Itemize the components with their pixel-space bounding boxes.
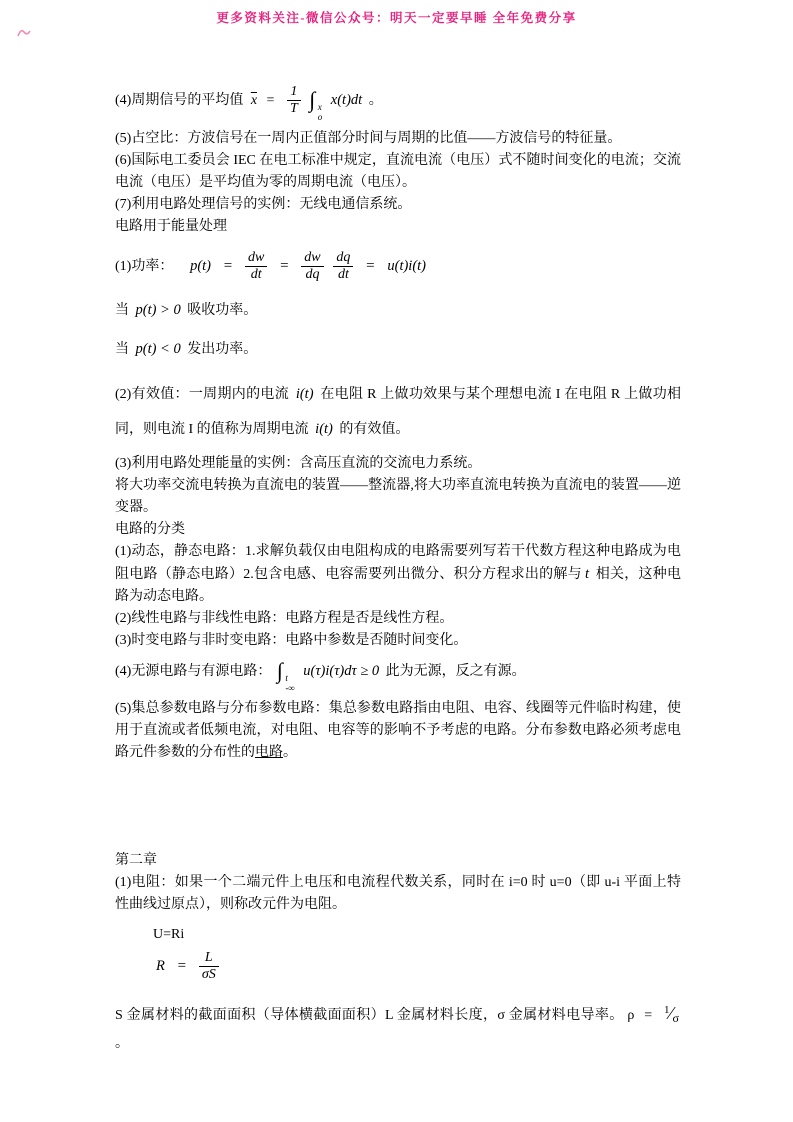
- rms-seg3: 的有效值。: [339, 422, 410, 437]
- paragraph-average-value: [115, 84, 681, 122]
- integral-symbol: [309, 86, 323, 122]
- integral-glyph: ∫: [276, 658, 283, 683]
- absorb-pre: 当: [115, 303, 129, 318]
- fraction-dq-dt: [333, 250, 353, 283]
- absorb-post: 吸收功率。: [187, 303, 258, 318]
- paragraph-passive-active: [115, 657, 681, 693]
- paragraph-converters: 将大功率交流电转换为直流电的装置——整流器,将大功率直流电转换为直流电的装置——逆变器。: [115, 478, 681, 515]
- fraction-dw-dq: [301, 250, 323, 283]
- note-period: 。: [115, 1036, 129, 1052]
- resistance-lhs: R: [156, 958, 165, 975]
- equals-sign: =: [280, 257, 289, 274]
- fraction-numerator: 1: [287, 84, 301, 101]
- fraction-numerator: dq: [333, 250, 353, 267]
- integral-limits: [318, 102, 323, 122]
- equals-sign: =: [177, 958, 187, 975]
- rms-it-2: i(t): [315, 421, 333, 437]
- integral-glyph: ∫: [309, 86, 316, 112]
- paragraph-resistor-definition: (1)电阻：如果一个二端元件上电压和电流程代数关系，同时在 i=0 时 u=0（即 u-i 平面上特性曲线过原点），则称改元件为电阻。: [115, 875, 681, 912]
- fraction-denominator: σ: [672, 1011, 680, 1026]
- c1-variable-t: t: [584, 566, 589, 582]
- power-lhs: p(t): [190, 257, 212, 274]
- paragraph-time-varying: (3)时变电路与非时变电路：电路中参数是否随时间变化。: [115, 633, 468, 648]
- integral-lower-limit: -∞: [285, 683, 295, 693]
- fraction-dw-dt: [245, 250, 267, 283]
- fraction-slash: ⁄: [669, 1003, 673, 1024]
- paragraph-energy-example: (3)利用电路处理能量的实例：含高压直流的交流电力系统。: [115, 456, 482, 471]
- heading-energy-processing: 电路用于能量处理: [115, 218, 227, 234]
- emit-post: 发出功率。: [187, 342, 258, 357]
- power-label: (1)功率：: [115, 258, 174, 274]
- emit-pre: 当: [115, 342, 129, 357]
- absorb-condition: p(t) > 0: [135, 302, 181, 318]
- formula-power: [115, 250, 681, 283]
- fraction-1-over-sigma: [664, 997, 679, 1031]
- paragraph-rms-value: [115, 377, 681, 447]
- fraction-denominator: dq: [305, 266, 320, 282]
- note-text: S 金属材料的截面面积（导体横截面面积）L 金属材料长度，σ 金属材料电导率。: [115, 1008, 624, 1024]
- c5-seg2: 。: [283, 745, 297, 760]
- watermark-header: [0, 8, 793, 26]
- integral-limits: [285, 673, 294, 693]
- paragraph-duty-cycle: (5)占空比：方波信号在一周内正值部分时间与周期的比值——方波信号的特征量。: [115, 130, 622, 146]
- rho-symbol: ρ: [627, 1008, 635, 1024]
- p4-period: 。: [368, 92, 383, 108]
- fraction-denominator: dt: [337, 266, 349, 282]
- rms-seg2: 在电阻 R 上做功效果与某个理想电流 I 在电阻 R 上做功相同，则电流 I 的值称为周期电流: [115, 387, 681, 437]
- integral-upper-limit: t: [285, 673, 288, 683]
- paragraph-iec-standard: (6)国际电工委员会 IEC 在电工标准中规定，直流电流（电压）式不随时间变化的电流；交流电流（电压）是平均值为零的周期电流（电压）。: [115, 152, 681, 190]
- fraction-numerator: 1: [664, 1004, 670, 1017]
- fraction-numerator: L: [199, 950, 219, 967]
- rms-it-1: i(t): [295, 386, 314, 402]
- integral-lower-limit: o: [317, 111, 323, 122]
- c1-pre: (1)动态，静态电路：1.求解负载仅由电阻构成的电路需要列写若干代数方程这种电路成为电阻电路（静态电路）2.包含电感、电容需要列出微分、积分方程求出的解与: [115, 544, 681, 582]
- fraction-denominator: dt: [250, 266, 262, 282]
- equals-sign: =: [266, 92, 275, 108]
- c4-pre: (4)无源电路与有源电路：: [115, 664, 272, 679]
- scribble-icon: [16, 26, 32, 40]
- paragraph-emit-power: [115, 338, 681, 361]
- c4-integrand: u(τ)i(τ)dτ ≥ 0: [303, 663, 380, 679]
- c5-underlined-text: 电路: [255, 745, 283, 760]
- emit-condition: p(t) < 0: [135, 341, 181, 357]
- equals-sign: =: [366, 257, 375, 274]
- fraction-L-over-sigmaS: [199, 950, 219, 983]
- c1-post: 相关，这种电路为动态电路。: [115, 567, 682, 604]
- xbar-symbol: $\overline{x}$: [250, 92, 258, 108]
- rms-seg1: (2)有效值：一周期内的电流: [115, 387, 290, 402]
- paragraph-signal-example: (7)利用电路处理信号的实例：无线电通信系统。: [115, 196, 412, 212]
- equation-resistance: [115, 950, 681, 983]
- fraction-denominator: T: [289, 101, 298, 117]
- fraction-numerator: dw: [301, 250, 323, 267]
- equals-sign: =: [644, 1008, 653, 1024]
- document-body: [115, 84, 681, 1057]
- fraction-1-over-T: [287, 84, 301, 117]
- heading-circuit-classification: 电路的分类: [115, 522, 185, 537]
- paragraph-linear-nonlinear: (2)线性电路与非线性电路：电路方程是否是线性方程。: [115, 611, 454, 626]
- paragraph-dynamic-static: [115, 541, 681, 608]
- watermark-text: 更多资料关注-微信公众号：明天一定要早睡 全年免费分享: [216, 11, 577, 25]
- c5-seg1: (5)集总参数电路与分布参数电路：集总参数电路指由电阻、电容、线圈等元件临时构建，使用于直流或者低频电流，对电阻、电容等的影响不予考虑的电路。分布参数电路必须考虑电路元件参数的分布性的: [115, 701, 681, 760]
- integral-upper-limit: x: [317, 101, 322, 112]
- corner-scribble-mark: [16, 26, 32, 45]
- fraction-numerator: dw: [245, 250, 267, 267]
- c4-post: 此为无源，反之有源。: [385, 664, 526, 679]
- paragraph-absorb-power: [115, 299, 681, 322]
- heading-chapter-2: 第二章: [115, 853, 157, 868]
- equals-sign: =: [223, 257, 233, 274]
- power-rhs: u(t)i(t): [387, 257, 427, 274]
- paragraph-lumped-distributed: [115, 698, 681, 764]
- equation-u-equals-ri: U=Ri: [153, 927, 185, 942]
- paragraph-material-note: [115, 997, 681, 1057]
- integral-symbol: [277, 657, 295, 693]
- p4-text: (4)周期信号的平均值: [115, 92, 244, 108]
- integrand: x(t)dt: [330, 91, 363, 108]
- fraction-denominator: σS: [201, 967, 216, 983]
